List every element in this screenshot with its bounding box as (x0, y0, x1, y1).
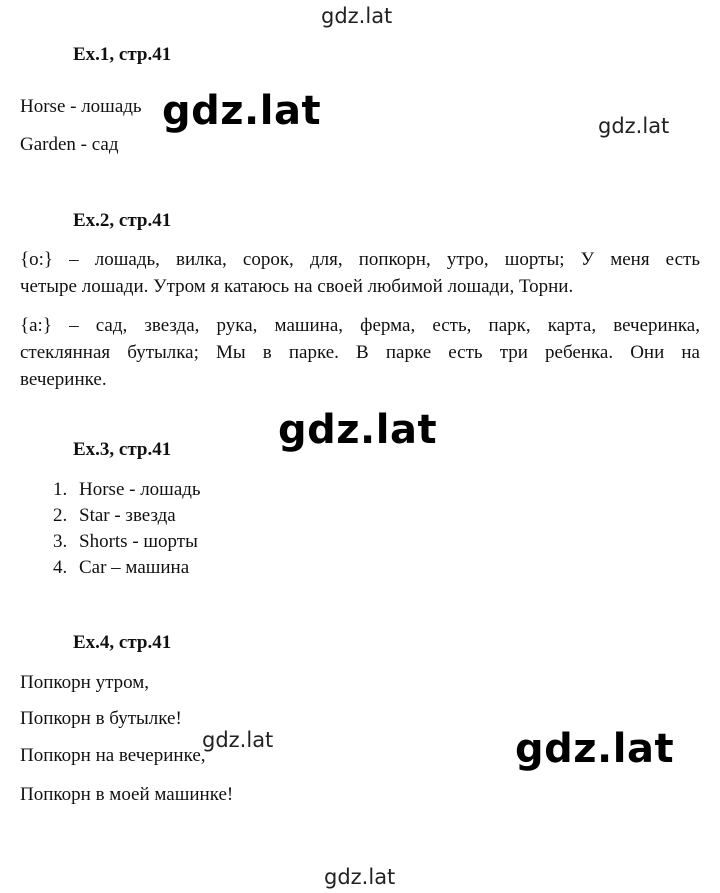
watermark-right-1: gdz.lat (598, 114, 670, 138)
ex1-heading: Ex.1, стр.41 (73, 44, 172, 65)
ex4-line-4: Попкорн в моей машинке! (20, 784, 234, 805)
ex2-paragraph-2 (20, 312, 700, 393)
list-item: 2. Star - звезда (53, 505, 176, 526)
watermark-small-mid: gdz.lat (202, 728, 274, 752)
ex2-p2-line-3: вечеринке. (20, 369, 107, 390)
watermark-large-1: gdz.lat (162, 88, 322, 134)
ex2-paragraph-1 (20, 246, 700, 300)
ex2-heading: Ex.2, стр.41 (73, 210, 172, 231)
ex2-p1-line-2: четыре лошади. Утром я катаюсь на своей любимой лошади, Торни. (20, 276, 574, 297)
list-item: 1. Horse - лошадь (53, 479, 201, 500)
ex2-p1-line-1: {o:} – лошадь, вилка, сорок, для, попкорн, утро, шорты; У меня есть (20, 249, 700, 270)
watermark-large-2: gdz.lat (278, 407, 438, 453)
list-item: 4. Car – машина (53, 557, 190, 578)
ex1-line-1: Horse - лошадь (20, 96, 142, 117)
ex4-line-2: Попкорн в бутылке! (20, 708, 182, 729)
list-item: 3. Shorts - шорты (53, 531, 198, 552)
ex3-heading: Ex.3, стр.41 (73, 439, 172, 460)
watermark-top: gdz.lat (321, 4, 393, 28)
ex2-p2-line-1: {a:} – сад, звезда, рука, машина, ферма, есть, парк, карта, вечеринка, (20, 315, 700, 336)
ex1-line-2: Garden - сад (20, 134, 119, 155)
ex4-line-3: Попкорн на вечеринке, (20, 745, 206, 766)
ex3-list (53, 477, 201, 581)
ex2-p2-line-2: стеклянная бутылка; Мы в парке. В парке есть три ребенка. Они на (20, 342, 700, 363)
ex4-line-1: Попкорн утром, (20, 672, 150, 693)
ex4-heading: Ex.4, стр.41 (73, 632, 172, 653)
watermark-large-3: gdz.lat (515, 726, 675, 772)
watermark-bottom: gdz.lat (324, 865, 396, 889)
